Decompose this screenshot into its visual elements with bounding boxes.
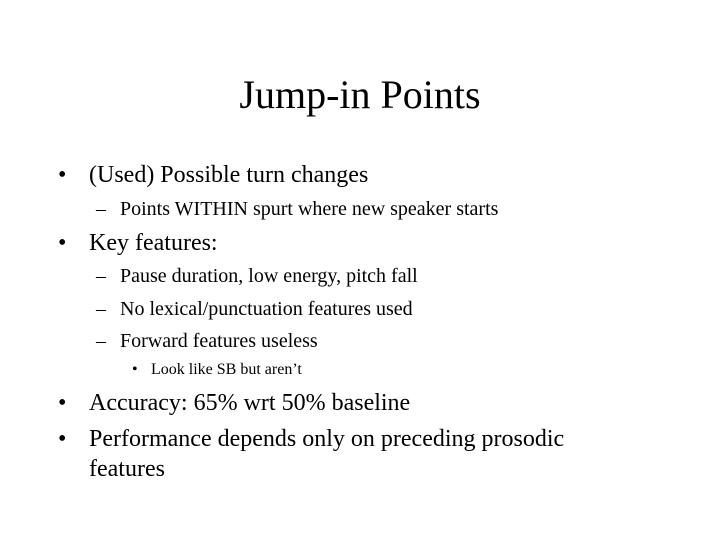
dash-marker: – [96, 298, 106, 320]
bullet-text-continuation: features [89, 456, 165, 482]
slide-title: Jump-in Points [239, 72, 481, 117]
bullet-marker: • [58, 230, 67, 256]
bullet-marker: • [132, 361, 138, 378]
sub-bullet-text: Points WITHIN spurt where new speaker starts [120, 198, 499, 220]
bullet-text: (Used) Possible turn changes [89, 162, 369, 188]
bullet-marker: • [58, 162, 67, 188]
sub-bullet-text: No lexical/punctuation features used [120, 298, 413, 320]
sub-bullet-text: Pause duration, low energy, pitch fall [120, 265, 418, 287]
bullet-marker: • [58, 390, 67, 416]
sub-sub-bullet-text: Look like SB but aren’t [151, 361, 302, 378]
bullet-marker: • [58, 426, 67, 452]
bullet-text: Accuracy: 65% wrt 50% baseline [89, 390, 411, 416]
dash-marker: – [96, 198, 106, 220]
sub-bullet-text: Forward features useless [120, 330, 318, 352]
bullet-text: Performance depends only on preceding prosodic [89, 426, 565, 452]
bullet-text: Key features: [89, 230, 218, 256]
dash-marker: – [96, 330, 106, 352]
dash-marker: – [96, 265, 106, 287]
